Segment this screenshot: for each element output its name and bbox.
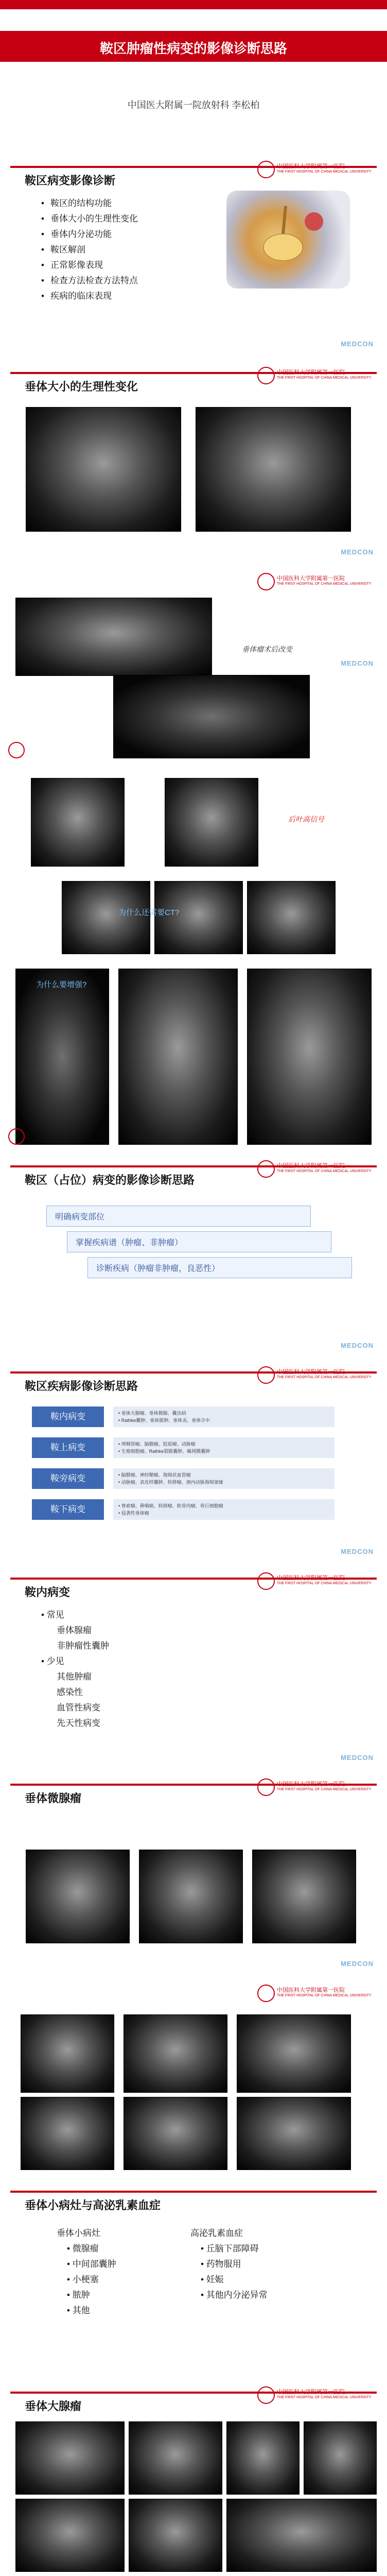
category-box: 鞍内病变 <box>32 1406 104 1427</box>
list-item: • 丘脑下部障碍 <box>201 2244 259 2253</box>
mri-image <box>26 1850 130 1943</box>
list-item: • 微腺瘤 <box>67 2244 99 2253</box>
side-logo <box>8 1128 39 1149</box>
mri-image <box>31 778 125 867</box>
ct-image <box>62 881 150 954</box>
mri-image <box>113 675 310 758</box>
slide-posterior-lobe <box>0 773 387 876</box>
list-item: 血管性病变 <box>57 1703 100 1713</box>
hospital-logo: 中国医科大学附属第一医院 THE FIRST HOSPITAL OF CHINA MEDICAL UNIVERSITY <box>257 572 376 596</box>
mri-image <box>15 2499 125 2572</box>
mri-image <box>196 407 351 532</box>
mri-image <box>139 1850 243 1943</box>
ct-image <box>154 881 243 954</box>
hospital-logo: 中国医科大学附属第一医院 THE FIRST HOSPITAL OF CHINA MEDICAL UNIVERSITY <box>257 2385 376 2409</box>
hospital-logo: 中国医科大学附属第一医院 THE FIRST HOSPITAL OF CHINA MEDICAL UNIVERSITY <box>257 1984 376 2007</box>
image-caption: 后叶高信号 <box>288 815 324 823</box>
list-item: 垂体腺瘤 <box>57 1625 92 1635</box>
mri-image <box>252 1850 356 1943</box>
slide-why-enhance <box>0 958 387 1155</box>
hospital-logo: 中国医科大学附属第一医院 THE FIRST HOSPITAL OF CHINA MEDICAL UNIVERSITY <box>257 1365 376 1389</box>
seal-icon <box>257 1366 275 1384</box>
hospital-logo: 中国医科大学附属第一医院 THE FIRST HOSPITAL OF CHINA MEDICAL UNIVERSITY <box>257 160 376 183</box>
flow-step: 掌握疾病谱（肿瘤、非肿瘤） <box>67 1231 331 1252</box>
list-item: • 其他 <box>67 2306 90 2315</box>
medcon-watermark: MEDCON <box>341 1548 374 1555</box>
category-desc: • 垂体大腺瘤、垂体微腺、囊虫病 • Rathke囊肿、垂体脓肿、垂体炎、垂体卒中 <box>113 1406 335 1427</box>
mri-image <box>129 2499 222 2572</box>
slide-pituitary-size <box>0 361 387 567</box>
slide-title: 鞍区病变影像诊断 <box>25 174 116 187</box>
medcon-watermark: MEDCON <box>341 659 374 667</box>
list-item: • 中间部囊肿 <box>67 2259 116 2269</box>
slide-microadenoma <box>0 1772 387 1979</box>
slide-sellar-disease-table <box>0 1360 387 1567</box>
seal-icon <box>257 161 275 178</box>
slide-title: 垂体小病灶与高泌乳素血症 <box>25 2199 161 2212</box>
list-item: • 脓肿 <box>67 2290 90 2300</box>
medcon-watermark: MEDCON <box>341 548 374 556</box>
title-bar <box>10 2191 377 2193</box>
mri-image <box>15 2421 125 2495</box>
category-box: 鞍上病变 <box>32 1437 104 1458</box>
slide-intrasellar <box>0 1566 387 1773</box>
seal-icon <box>257 1160 275 1178</box>
list-item: • 垂体大小的生理性变化 <box>41 211 138 227</box>
list-item: • 小梗塞 <box>67 2275 99 2284</box>
slide-title: 垂体大腺瘤 <box>25 2400 82 2413</box>
category-desc: • 颅咽管瘤、脑膜瘤、胶质瘤、动脉瘤 • 生殖细胞瘤、Rathke裂隙囊肿、蛛网膜囊肿 <box>113 1437 335 1458</box>
bullet-list <box>41 196 138 304</box>
anatomy-illustration <box>226 191 350 289</box>
medcon-watermark: MEDCON <box>341 340 374 348</box>
medcon-watermark: MEDCON <box>341 1960 374 1968</box>
slide-microadenoma-cases <box>0 1978 387 2180</box>
seal-icon <box>257 2386 275 2404</box>
mri-image <box>124 2014 227 2093</box>
mri-image <box>15 598 212 676</box>
hospital-logo: 中国医科大学附属第一医院 THE FIRST HOSPITAL OF CHINA MEDICAL UNIVERSITY <box>257 1159 376 1183</box>
slide-postop <box>0 567 387 773</box>
mri-image <box>237 2097 351 2170</box>
slide-title: 鞍区肿瘤性病变的影像诊断思路 <box>99 41 287 56</box>
title-slide <box>0 0 387 155</box>
ct-image <box>247 881 336 954</box>
mri-image <box>124 2097 227 2170</box>
category-desc: • 脑膜瘤、神经鞘瘤、海绵状血管瘤 • 动脉瘤、表皮样囊肿、转移瘤、颈内动脉海绵窦瘘 <box>113 1468 335 1489</box>
mri-image <box>118 969 238 1145</box>
seal-icon <box>257 1778 275 1796</box>
hospital-logo: 中国医科大学附属第一医院 THE FIRST HOSPITAL OF CHINA MEDICAL UNIVERSITY <box>257 366 376 389</box>
side-logo <box>8 742 39 762</box>
category-desc: • 脊索瘤、鼻咽癌、转移瘤、软骨肉瘤、骨巨细胞瘤 • 侵袭性垂体瘤 <box>113 1499 335 1520</box>
slide-title: 垂体大小的生理性变化 <box>25 380 138 393</box>
list-item: • 垂体内分泌功能 <box>41 227 138 242</box>
slide-hyperprolactinemia <box>0 2179 387 2381</box>
mri-image <box>129 2421 222 2495</box>
top-band <box>0 0 387 9</box>
list-item: • 检查方法检查方法特点 <box>41 273 138 289</box>
seal-icon <box>257 367 275 384</box>
category-box: 鞍旁病变 <box>32 1468 104 1489</box>
mri-image <box>226 2421 300 2495</box>
seal-icon <box>257 1572 275 1590</box>
mri-image <box>247 969 372 1145</box>
mri-image <box>304 2421 377 2495</box>
medcon-watermark: MEDCON <box>341 1754 374 1761</box>
flow-step: 诊断疾病（肿瘤非肿瘤，良恶性） <box>87 1257 352 1278</box>
hospital-logo: 中国医科大学附属第一医院 THE FIRST HOSPITAL OF CHINA MEDICAL UNIVERSITY <box>257 1571 376 1595</box>
column-heading: 高泌乳素血症 <box>190 2228 243 2238</box>
list-item: • 其他内分泌异常 <box>201 2290 268 2300</box>
seal-icon <box>8 742 25 758</box>
list-item: • 常见 <box>41 1610 64 1620</box>
list-item: 其他肿瘤 <box>57 1672 92 1682</box>
seal-icon <box>8 1128 25 1145</box>
seal-icon <box>257 573 275 590</box>
mri-image <box>21 2014 114 2093</box>
list-item: • 药物服用 <box>201 2259 241 2269</box>
slide-title: 鞍区（占位）病变的影像诊断思路 <box>25 1174 195 1187</box>
slide-why-ct <box>0 876 387 959</box>
mri-image <box>15 969 109 1145</box>
mri-image <box>26 407 181 532</box>
list-item: • 妊娠 <box>201 2275 224 2284</box>
list-item: • 鞍区的结构功能 <box>41 196 138 211</box>
mri-image <box>226 2499 377 2572</box>
list-item: • 正常影像表现 <box>41 258 138 273</box>
pituitary-diagram-icon <box>226 191 350 289</box>
list-item: • 疾病的临床表现 <box>41 289 138 304</box>
slide-title: 垂体微腺瘤 <box>25 1792 82 1805</box>
mri-image <box>21 2097 114 2170</box>
slide-diagnosis-approach <box>0 1154 387 1361</box>
seal-icon <box>257 1985 275 2002</box>
title-band <box>0 31 387 62</box>
slide-imaging-diagnosis <box>0 155 387 361</box>
author-line: 中国医大附属一院放射科 李松柏 <box>127 100 260 110</box>
slide-title: 鞍内病变 <box>25 1586 71 1599</box>
column-heading: 垂体小病灶 <box>57 2228 100 2238</box>
list-item: 先天性病变 <box>57 1718 100 1728</box>
flow-step: 明确病变部位 <box>46 1206 311 1227</box>
category-box: 鞍下病变 <box>32 1499 104 1520</box>
medcon-watermark: MEDCON <box>341 1342 374 1349</box>
list-item: 非肿瘤性囊肿 <box>57 1641 109 1651</box>
slide-macroadenoma <box>0 2380 387 2576</box>
list-item: • 鞍区解剖 <box>41 242 138 258</box>
hospital-logo: 中国医科大学附属第一医院 THE FIRST HOSPITAL OF CHINA MEDICAL UNIVERSITY <box>257 1777 376 1801</box>
image-caption: 垂体瘤术后改变 <box>242 645 292 653</box>
mri-image <box>237 2014 351 2093</box>
list-item: 感染性 <box>57 1687 83 1697</box>
mri-image <box>165 778 258 867</box>
list-item: • 少见 <box>41 1656 64 1666</box>
slide-title: 鞍区疾病影像诊断思路 <box>25 1380 138 1393</box>
image-caption: 为什么还需要CT? <box>118 908 180 917</box>
image-caption: 为什么要增强? <box>36 980 87 989</box>
